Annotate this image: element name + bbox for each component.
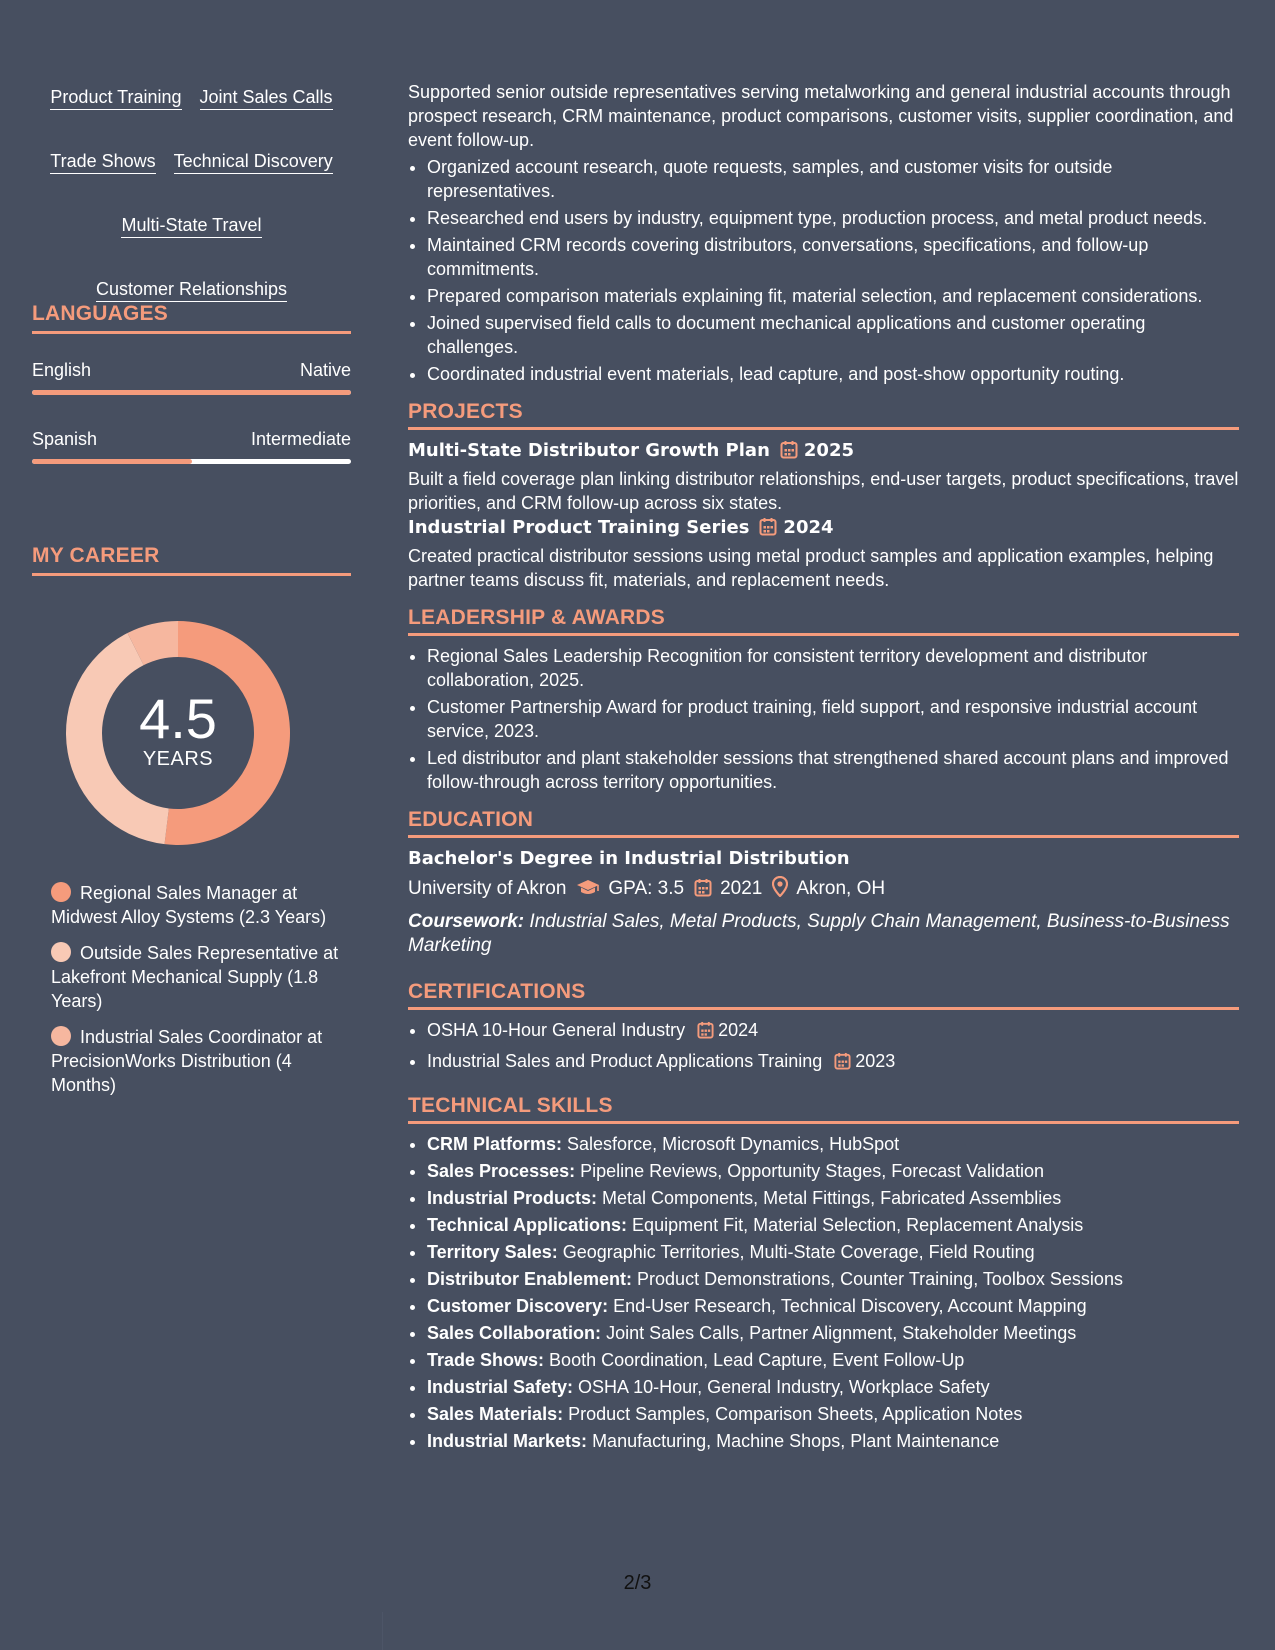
skill-tag: Technical Discovery [174, 150, 333, 174]
certification-item [427, 1049, 1239, 1076]
project-description: Created practical distributor sessions using metal product samples and application examples, helping partner teams discuss fit, materials, and replacement needs. [408, 546, 1214, 590]
career-heading: MY CAREER [32, 544, 351, 576]
projects-heading: PROJECTS [408, 400, 1239, 430]
skill-item [427, 1213, 1239, 1237]
skill-item [427, 1429, 1239, 1453]
education-year: 2021 [720, 878, 763, 899]
skill-value: OSHA 10-Hour, General Industry, Workplace Safety [578, 1377, 990, 1397]
skill-item [427, 1186, 1239, 1210]
experience-bullet: • Prepared comparison materials explaining fit, material selection, and replacement considerations. [427, 284, 1239, 308]
experience-bullet: • Maintained CRM records covering distributors, conversations, specifications, and follow-up commitments. [427, 233, 1239, 281]
certification-name: OSHA 10-Hour General Industry [427, 1020, 686, 1040]
skill-item [427, 1348, 1239, 1372]
career-total-years: 4.5 [139, 687, 217, 750]
column-divider [382, 1612, 383, 1650]
language-bar-fill [32, 459, 192, 464]
skill-tag: Trade Shows [50, 150, 155, 174]
language-name: English [32, 360, 92, 380]
skill-value: Joint Sales Calls, Partner Alignment, Stakeholder Meetings [606, 1323, 1077, 1343]
education-degree: Bachelor's Degree in Industrial Distribution [408, 848, 850, 869]
certification-name: Industrial Sales and Product Applications Training [427, 1051, 823, 1071]
skill-label: Industrial Markets: [427, 1431, 588, 1451]
career-donut-chart [66, 621, 290, 845]
skill-tag: Joint Sales Calls [200, 86, 333, 110]
experience-bullet: • Organized account research, quote requests, samples, and customer visits for outside representatives. [427, 155, 1239, 203]
skill-value: End-User Research, Technical Discovery, Account Mapping [613, 1296, 1087, 1316]
leadership-heading: LEADERSHIP & AWARDS [408, 606, 1239, 636]
experience-summary: Supported senior outside representatives serving metalworking and general industrial accounts through prospect research, CRM maintenance, product comparisons, customer visits, supplier coordination, and event follow-up. [408, 82, 1234, 150]
career-legend-text: Industrial Sales Coordinator at PrecisionWorks Distribution (4 Months) [51, 1027, 323, 1095]
skill-value: Geographic Territories, Multi-State Coverage, Field Routing [562, 1242, 1035, 1262]
skill-label: Distributor Enablement: [427, 1269, 633, 1289]
certification-year: 2023 [855, 1051, 896, 1071]
skill-item [427, 1240, 1239, 1264]
skill-label: Trade Shows: [427, 1350, 545, 1370]
career-legend-text: Regional Sales Manager at Midwest Alloy Systems (2.3 Years) [51, 883, 327, 927]
skill-label: Sales Collaboration: [427, 1323, 602, 1343]
calendar-icon [780, 440, 798, 467]
education-heading: EDUCATION [408, 808, 1239, 838]
skill-item [427, 1402, 1239, 1426]
legend-dot [51, 942, 71, 962]
skill-item [427, 1132, 1239, 1156]
language-bar [32, 390, 351, 395]
legend-dot [51, 882, 71, 902]
skill-value: Equipment Fit, Material Selection, Replacement Analysis [632, 1215, 1084, 1235]
language-level: Native [299, 360, 351, 380]
calendar-icon [697, 1021, 714, 1045]
skill-item [427, 1321, 1239, 1345]
skill-value: Booth Coordination, Lead Capture, Event Follow-Up [549, 1350, 965, 1370]
career-legend-item [51, 881, 341, 929]
legend-dot [51, 1026, 71, 1046]
skill-tag: Multi-State Travel [121, 214, 261, 238]
project-item [408, 438, 1239, 515]
leadership-bullet: • Regional Sales Leadership Recognition for consistent territory development and distributor collaboration, 2025. [427, 644, 1239, 692]
experience-bullet: • Coordinated industrial event materials, lead capture, and post-show opportunity routing. [427, 362, 1239, 386]
languages-heading: LANGUAGES [32, 302, 351, 334]
skill-label: Territory Sales: [427, 1242, 558, 1262]
career-legend-text: Outside Sales Representative at Lakefront Mechanical Supply (1.8 Years) [51, 943, 339, 1011]
skill-label: Sales Processes: [427, 1161, 576, 1181]
leadership-bullet: • Led distributor and plant stakeholder sessions that strengthened shared account plans and improved follow-through across territory opportunities. [427, 746, 1239, 794]
language-english [32, 359, 351, 395]
career-legend-item [51, 1025, 341, 1097]
skill-value: Product Demonstrations, Counter Training, Toolbox Sessions [637, 1269, 1123, 1289]
skill-value: Pipeline Reviews, Opportunity Stages, Forecast Validation [580, 1161, 1045, 1181]
page-number: 2/3 [623, 1572, 652, 1594]
project-item [408, 515, 1239, 592]
project-description: Built a field coverage plan linking distributor relationships, end-user targets, product specifications, travel priorities, and CRM follow-up across six states. [408, 469, 1239, 513]
technical-skills-heading: TECHNICAL SKILLS [408, 1094, 1239, 1124]
skill-label: Technical Applications: [427, 1215, 628, 1235]
certification-item [427, 1018, 1239, 1045]
career-donut-center [66, 621, 290, 845]
certification-year: 2024 [718, 1020, 759, 1040]
language-bar [32, 459, 351, 464]
experience-bullet: • Joined supervised field calls to document mechanical applications and customer operating challenges. [427, 311, 1239, 359]
education-gpa: GPA: 3.5 [608, 878, 685, 899]
skill-tags [32, 86, 351, 302]
calendar-icon [834, 1052, 851, 1076]
language-bar-fill [32, 390, 351, 395]
project-title: Industrial Product Training Series [408, 517, 750, 538]
calendar-icon [759, 517, 777, 544]
leadership-bullet: • Customer Partnership Award for product training, field support, and responsive industrial account service, 2023. [427, 695, 1239, 743]
skill-item [427, 1159, 1239, 1183]
skill-item [427, 1375, 1239, 1399]
project-year: 2025 [803, 440, 854, 461]
education-meta [408, 875, 1239, 906]
skill-label: Customer Discovery: [427, 1296, 609, 1316]
skill-value: Product Samples, Comparison Sheets, Application Notes [568, 1404, 1023, 1424]
career-total-unit: YEARS [142, 748, 214, 770]
calendar-icon [694, 878, 712, 906]
coursework-label: Coursework: [408, 911, 525, 932]
language-level: Intermediate [250, 429, 351, 449]
skill-value: Metal Components, Metal Fittings, Fabricated Assemblies [602, 1188, 1062, 1208]
certifications-heading: CERTIFICATIONS [408, 980, 1239, 1010]
language-spanish [32, 428, 351, 464]
skill-value: Manufacturing, Machine Shops, Plant Maintenance [592, 1431, 1000, 1451]
project-title: Multi-State Distributor Growth Plan [408, 440, 770, 461]
graduation-cap-icon [576, 878, 600, 906]
education-school: University of Akron [408, 878, 567, 899]
skill-label: Industrial Products: [427, 1188, 598, 1208]
leadership-bullets [408, 644, 1239, 794]
certifications-list [408, 1018, 1239, 1076]
career-legend [51, 881, 341, 1109]
skill-item [427, 1267, 1239, 1291]
language-name: Spanish [32, 429, 98, 449]
education-location: Akron, OH [796, 878, 886, 899]
map-pin-icon [772, 876, 788, 906]
skill-label: Sales Materials: [427, 1404, 564, 1424]
project-year: 2024 [783, 517, 834, 538]
skill-label: Industrial Safety: [427, 1377, 574, 1397]
education-coursework [408, 910, 1239, 958]
technical-skills-list [408, 1132, 1239, 1453]
experience-bullets [408, 155, 1239, 386]
experience-bullet: • Researched end users by industry, equipment type, production process, and metal product needs. [427, 206, 1239, 230]
skill-item [427, 1294, 1239, 1318]
coursework-list: Industrial Sales, Metal Products, Supply Chain Management, Business-to-Business Marketing [408, 911, 1230, 956]
main-content [408, 80, 1239, 1453]
skill-tag: Product Training [50, 86, 181, 110]
skill-value: Salesforce, Microsoft Dynamics, HubSpot [567, 1134, 900, 1154]
skill-label: CRM Platforms: [427, 1134, 563, 1154]
skill-tag: Customer Relationships [96, 278, 287, 302]
career-legend-item [51, 941, 341, 1013]
